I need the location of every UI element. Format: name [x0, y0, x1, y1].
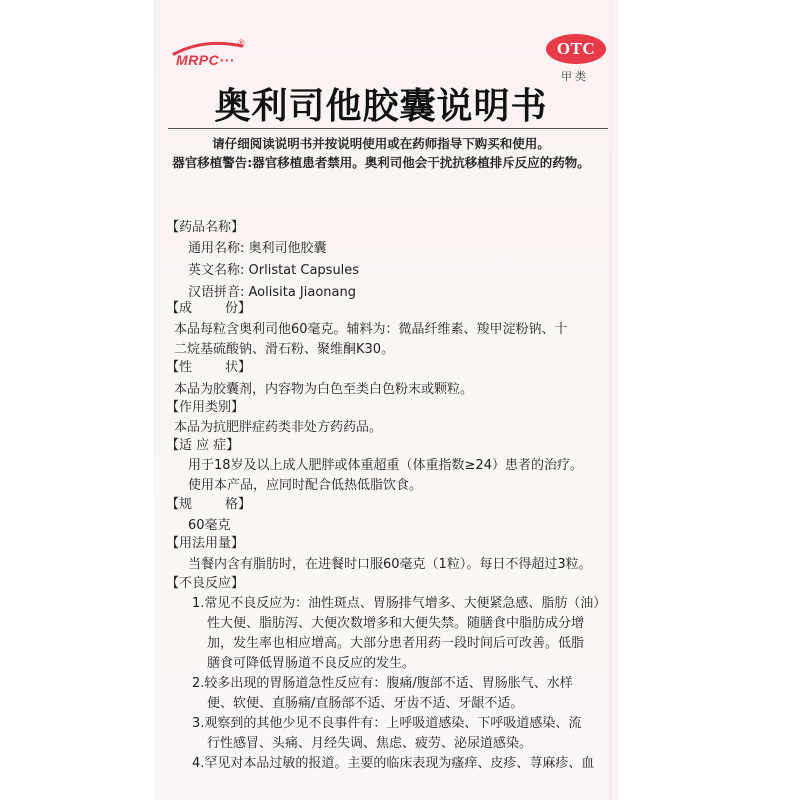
generic-name: 通用名称: 奥利司他胶囊: [188, 241, 327, 256]
section-heading-description: 【性 状】: [166, 360, 252, 375]
adverse-item-1-line: 膳食可降低胃肠道不良反应的发生。: [207, 656, 416, 671]
adverse-item-1-line: 1.常见不良反应为：油性斑点、胃肠排气增多、大便紧急感、脂肪（油）: [192, 596, 607, 611]
adverse-item-3-line: 3.观察到的其他少见不良事件有：上呼吸道感染、下呼吸道感染、流: [192, 716, 582, 731]
read-instructions-notice: 请仔细阅读说明书并按说明使用或在药师指导下购买和使用。: [212, 136, 550, 151]
description-text: 本品为胶囊剂，内容物为白色至类白色粉末或颗粒。: [174, 382, 474, 397]
document-title: 奥利司他胶囊说明书: [214, 86, 548, 127]
logo-text: MRPC···: [176, 52, 235, 68]
composition-line: 二烷基硫酸钠、滑石粉、聚维酮K30。: [174, 342, 395, 357]
section-heading-composition: 【成 份】: [166, 301, 252, 316]
section-heading-category: 【作用类别】: [166, 400, 245, 415]
registered-mark: ®: [238, 38, 245, 48]
composition-line: 本品每粒含奥利司他60毫克。辅料为：微晶纤维素、羧甲淀粉钠、十: [174, 322, 568, 337]
pinyin-name: 汉语拼音: Aolisita Jiaonang: [188, 285, 356, 300]
indications-line: 用于18岁及以上成人肥胖或体重超重（体重指数≥24）患者的治疗。: [188, 458, 583, 473]
adverse-item-2-line: 便、软便、直肠痛/直肠部不适、牙齿不适、牙龈不适。: [207, 696, 524, 711]
transplant-warning: 器官移植警告:器官移植患者禁用。奥利司他会干扰抗移植排斥反应的药物。: [172, 155, 590, 170]
english-name: 英文名称: Orlistat Capsules: [188, 263, 360, 278]
specification-text: 60毫克: [188, 518, 231, 533]
section-heading-adverse-reactions: 【不良反应】: [166, 576, 245, 591]
adverse-item-1-line: 性大便、脂肪泻、大便次数增多和大便失禁。随膳食中脂肪成分增: [207, 616, 585, 631]
indications-line: 使用本产品，应同时配合低热低脂饮食。: [188, 478, 423, 493]
section-heading-drug-name: 【药品名称】: [166, 220, 245, 235]
section-heading-dosage: 【用法用量】: [166, 536, 245, 551]
section-heading-specification: 【规 格】: [166, 497, 252, 512]
dosage-text: 当餐内含有脂肪时，在进餐时口服60毫克（1粒）。每日不得超过3粒。: [188, 557, 592, 572]
otc-badge: OTC: [546, 34, 606, 64]
title-divider: [168, 128, 608, 129]
paper-edge-shadow: [609, 0, 621, 800]
adverse-item-3-line: 行性感冒、头痛、月经失调、焦虑、疲劳、泌尿道感染。: [207, 736, 533, 751]
adverse-item-1-line: 加，发生率也相应增高。大部分患者用药一段时间后可改善。低脂: [207, 636, 585, 651]
category-text: 本品为抗肥胖症药类非处方药药品。: [174, 420, 383, 435]
otc-category: 甲类: [561, 70, 589, 83]
adverse-item-2-line: 2.较多出现的胃肠道急性反应有：腹痛/腹部不适、胃肠胀气、水样: [192, 676, 573, 691]
section-heading-indications: 【适 应 症】: [166, 438, 240, 453]
mrpc-logo: [168, 38, 250, 72]
adverse-item-4-line: 4.罕见对本品过敏的报道。主要的临床表现为瘙痒、皮疹、荨麻疹、血: [192, 756, 595, 771]
